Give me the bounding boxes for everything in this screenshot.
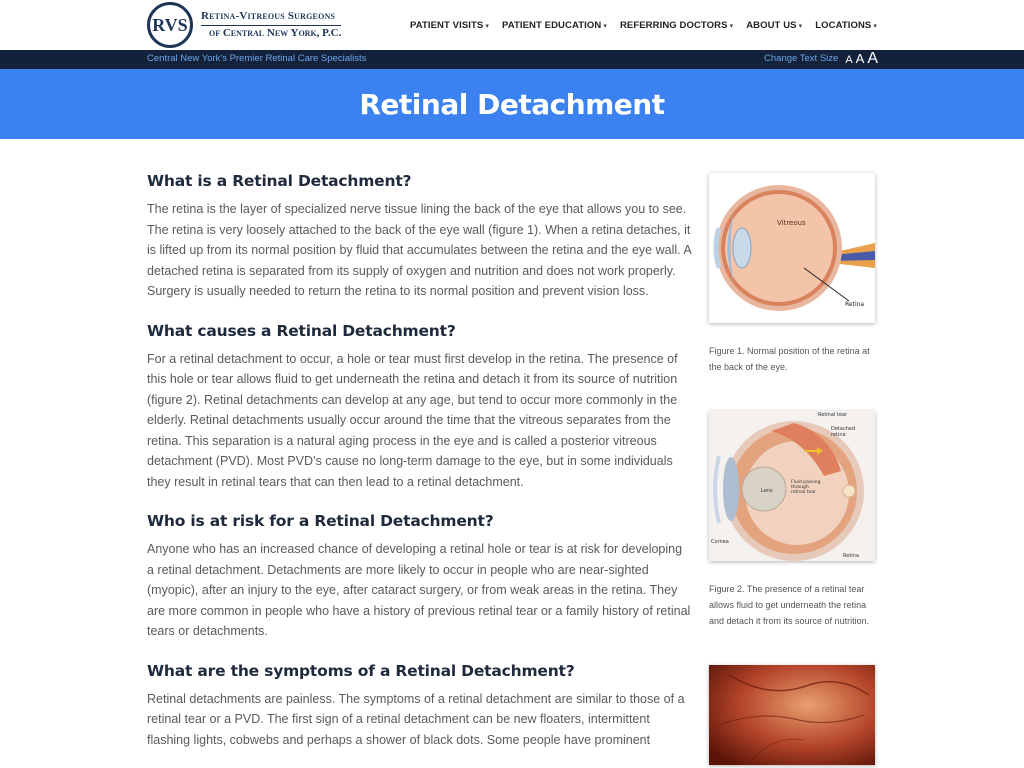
nav-label: ABOUT US: [746, 19, 797, 31]
chevron-down-icon: ▾: [873, 22, 877, 30]
logo-mark: RVS: [147, 2, 193, 48]
page-banner: [0, 69, 1024, 139]
text-size-large-button[interactable]: A: [867, 50, 878, 67]
chevron-down-icon: ▾: [485, 22, 489, 30]
fig2-label-fluid-3: retinal tear: [791, 490, 816, 495]
nav-about-us[interactable]: [746, 20, 802, 31]
fig2-label-fluid-1: Fluid passing: [791, 480, 821, 485]
text-size-medium-button[interactable]: A: [855, 51, 865, 66]
chevron-down-icon: ▾: [603, 22, 607, 30]
nav-patient-visits[interactable]: [410, 20, 489, 31]
section-heading: What are the symptoms of a Retinal Detachment?: [147, 661, 575, 680]
fig1-label-retina: Retina: [845, 301, 865, 308]
figure-2-caption: Figure 2. The presence of a retinal tear allows fluid to get underneath the retina and detach it from its source of nutrition.: [709, 584, 870, 626]
main-nav: [410, 0, 877, 50]
text-size-small-button[interactable]: A: [845, 54, 853, 66]
figure-1-caption: Figure 1. Normal position of the retina at the back of the eye.: [709, 346, 870, 372]
fig2-label-lens: Lens: [761, 488, 773, 494]
section-body: The retina is the layer of specialized nerve tissue lining the back of the eye that allows you to see. The retina is very loosely attached to the back of the eye wall (figure 1). When a retina detaches, it is lifted up from its normal position by fluid that accumulates between the retina and the eye wall. A detached retina is separated from its supply of oxygen and nutrition and does not work properly. Surgery is usually needed to return the retina to its normal position and prevent vision loss.: [147, 202, 692, 298]
article-content: [147, 172, 692, 768]
figure-2-retinal-tear-diagram: [709, 411, 875, 561]
utility-bar: [0, 50, 1024, 69]
chevron-down-icon: ▾: [798, 22, 803, 30]
logo-wordmark: [201, 9, 341, 41]
fig2-label-fluid-2: through: [791, 485, 809, 490]
eye-cross-section-image: [709, 173, 875, 323]
chevron-down-icon: ▾: [729, 22, 734, 30]
fig2-label-cornea: Cornea: [711, 539, 729, 545]
tagline: Central New York's Premier Retinal Care Specialists: [147, 53, 367, 64]
page-title: Retinal Detachment: [359, 87, 665, 121]
fig2-label-detached-2: retina: [831, 432, 846, 438]
text-size-label: Change Text Size: [764, 53, 839, 64]
section-body: Retinal detachments are painless. The symptoms of a retinal detachment are similar to those of a retinal tear or a PVD. The first sign of a retinal detachment can be new floaters, intermittent flashing lights, cobwebs and perhaps a shower of black dots. Some people have prominent: [147, 691, 685, 747]
fundus-photo-image: [709, 665, 875, 765]
fig1-label-vitreous: Vitreous: [777, 219, 806, 227]
figure-1-eye-diagram: [709, 173, 875, 323]
nav-locations[interactable]: [815, 20, 877, 31]
section-body: Anyone who has an increased chance of developing a retinal hole or tear is at risk for developing a retinal detachment. Detachments are more likely to occur in people who are near-sighted (myopic), after an injury to the eye, after cataract surgery, or from weak areas in the retina. They are more common in people who have a history of previous retinal tear or a family history of retinal tears or detachments.: [147, 542, 691, 638]
retinal-tear-image: [709, 411, 875, 561]
site-header: [0, 0, 1024, 50]
section-heading: What is a Retinal Detachment?: [147, 172, 412, 190]
nav-label: PATIENT VISITS: [409, 19, 484, 31]
logo-line-1: Retina-Vitreous Surgeons: [201, 9, 341, 26]
figure-3-fundus-photo: [709, 665, 875, 765]
nav-label: LOCATIONS: [815, 19, 872, 31]
nav-patient-education[interactable]: [502, 20, 607, 31]
nav-label: REFERRING DOCTORS: [619, 19, 728, 31]
nav-referring-doctors[interactable]: [620, 20, 733, 31]
text-size-control: [764, 50, 878, 69]
fig2-label-retina: Retina: [843, 553, 859, 559]
fig2-label-tear: Retinal tear: [818, 412, 848, 418]
section-body: For a retinal detachment to occur, a hole or tear must first develop in the retina. The presence of this hole or tear allows fluid to get underneath the retina and detach it from its source of nutrition (figure 2). Retinal detachments can develop at any age, but tend to occur more commonly in the elderly. Retinal detachments usually occur around the time that the vitreous separates from the retina. This separation is a natural aging process in the eye and is called a posterior vitreous detachment (PVD). Most PVD’s cause no long-term damage to the eye, but in some individuals they result in retinal tears that can then lead to a retinal detachment.: [147, 351, 678, 489]
nav-label: PATIENT EDUCATION: [501, 19, 602, 31]
figure-sidebar: [709, 173, 877, 765]
section-heading: What causes a Retinal Detachment?: [147, 321, 456, 340]
fig2-label-detached-1: Detached: [831, 426, 856, 432]
section-heading: Who is at risk for a Retinal Detachment?: [147, 512, 494, 530]
logo-line-2: of Central New York, P.C.: [209, 27, 342, 39]
site-logo[interactable]: [147, 2, 341, 48]
